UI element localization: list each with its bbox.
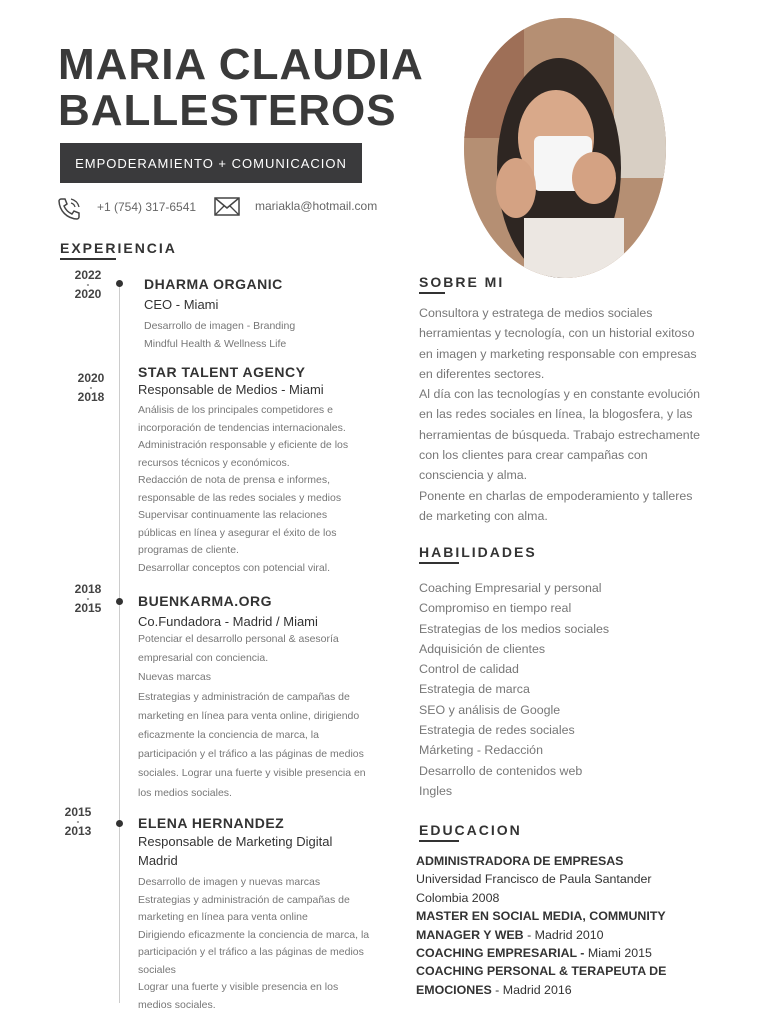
profile-photo <box>464 18 666 278</box>
about-title: SOBRE MI <box>419 274 505 290</box>
job-years: 2022 - 2020 <box>74 268 102 301</box>
skill-item: Compromiso en tiempo real <box>419 601 572 616</box>
skills-list <box>419 578 609 801</box>
job-description: Potenciar el desarrollo personal & asesoría empresarial con conciencia. Nuevas marcas Estrategias y administración de campañas de marketing en línea para venta online, dirigiendo eficazmente la conciencia de marca, la participación y el tráfico a las páginas de medios sociales. Lograr una fuerte y visible presencia en los medios sociales. <box>138 633 366 799</box>
about-underline <box>419 292 445 294</box>
skill-item: Estrategia de marca <box>419 682 530 697</box>
job-company: ELENA HERNANDEZ <box>138 815 285 831</box>
candidate-name <box>58 42 424 134</box>
skill-item: Control de calidad <box>419 662 519 677</box>
job-role: Responsable de Medios - Miami <box>138 382 324 397</box>
skill-item: Estrategias de los medios sociales <box>419 621 610 636</box>
job-description: Desarrollo de imagen - Branding Mindful Health & Wellness Life <box>144 320 296 350</box>
phone-icon <box>56 196 82 220</box>
name-line-1: MARIA CLAUDIA <box>58 40 424 89</box>
job-years: 2018 - 2015 <box>74 582 102 615</box>
skills-underline <box>419 562 459 564</box>
experience-title: EXPERIENCIA <box>60 240 177 256</box>
skill-item: Márketing - Redacción <box>419 743 543 758</box>
skill-item: Coaching Empresarial y personal <box>419 581 602 595</box>
timeline-line <box>119 283 120 1003</box>
job-years: 2015 - 2013 <box>64 805 92 838</box>
skill-item: Estrategia de redes sociales <box>419 723 575 738</box>
job-role: Co.Fundadora - Madrid / Miami <box>138 614 318 629</box>
skills-title: HABILIDADES <box>419 544 537 560</box>
job-role: Responsable de Marketing Digital Madrid <box>138 834 333 868</box>
job-company: STAR TALENT AGENCY <box>138 364 306 380</box>
job-role: CEO - Miami <box>144 297 219 312</box>
job-description: Análisis de los principales competidores e incorporación de tendencias internacionales. Administración responsable y eficiente de los recursos técnicos y económicos. Redacción de nota de prensa e informes, responsable de las redes sociales y medios Supervisar continuamente las relaciones públicas en línea y asegurar el éxito de los programas de cliente. Desarrollar conceptos con potencial viral. <box>138 404 349 574</box>
timeline-dot <box>116 820 123 827</box>
mail-icon <box>214 197 240 216</box>
skill-item: Desarrollo de contenidos web <box>419 763 583 778</box>
phone-number[interactable]: +1 (754) 317-6541 <box>97 200 197 214</box>
education-title: EDUCACION <box>419 822 522 838</box>
tagline-banner: EMPODERAMIENTO + COMUNICACION <box>60 143 362 183</box>
job-description: Desarrollo de imagen y nuevas marcas Estrategias y administración de campañas de marketing en línea para venta online Dirigiendo eficazmente la conciencia de marca, la participación y el tráfico a las páginas de medios sociales Lograr una fuerte y visible presencia en los medios sociales. <box>138 876 370 1011</box>
education-underline <box>419 840 459 842</box>
skill-item: Adquisición de clientes <box>419 641 546 656</box>
timeline-dot <box>116 280 123 287</box>
timeline-dot <box>116 598 123 605</box>
name-line-2: BALLESTEROS <box>58 86 397 135</box>
about-text: Consultora y estratega de medios sociales herramientas y tecnología, con un historial exitoso en imagen y marketing responsable con empresas en diferentes sectores. Al día con las tecnologías y en constante evolución en las redes sociales en línea, la blogosfera, y las herramientas de búsqueda. Trabajo estrechamente con los clientes para crear campañas con consciencia y alma. Ponente en charlas de empoderamiento y talleres de marketing con alma. <box>419 306 701 523</box>
experience-underline <box>60 258 116 260</box>
email-address[interactable]: mariakla@hotmail.com <box>255 199 378 213</box>
skill-item: SEO y análisis de Google <box>419 702 561 717</box>
job-company: DHARMA ORGANIC <box>144 276 283 292</box>
education-list: ADMINISTRADORA DE EMPRESAS Universidad Francisco de Paula Santander Colombia 2008 MASTER EN SOCIAL MEDIA, COMMUNITY MANAGER Y WEB - Madrid 2010 COACHING EMPRESARIAL - Miami 2015 COACHING PERSONAL & TERAPEUTA DE EMOCIONES - Madrid 2016 <box>416 854 667 997</box>
job-years: 2020 - 2018 <box>77 371 105 404</box>
job-company: BUENKARMA.ORG <box>138 593 273 609</box>
skill-item: Ingles <box>419 783 453 798</box>
